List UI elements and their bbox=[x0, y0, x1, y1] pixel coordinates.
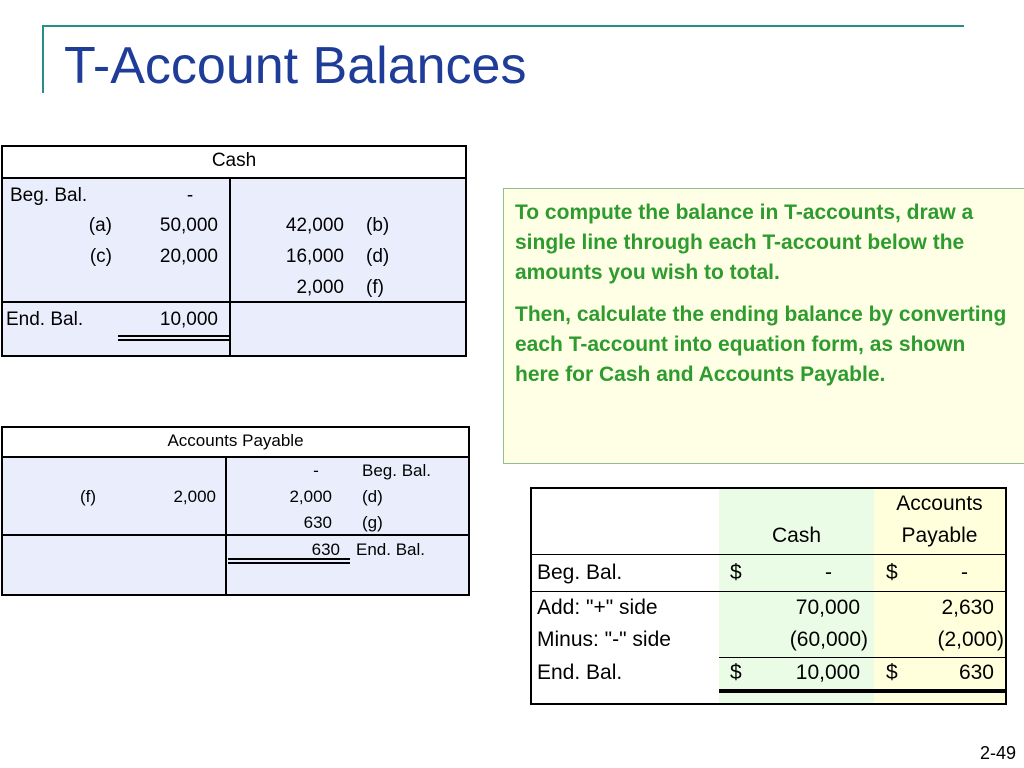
cash-row-1-left-label: (a) bbox=[88, 215, 112, 236]
ap-t-divider bbox=[225, 458, 227, 596]
equation-row-1-cash: 70,000 bbox=[795, 596, 860, 619]
equation-total-double-underline bbox=[719, 689, 1005, 693]
ap-row-1-right-label: (d) bbox=[362, 487, 383, 506]
cash-row-2-left-value: 20,000 bbox=[159, 246, 218, 267]
ap-t-account bbox=[0, 426, 472, 598]
ap-end-label: End. Bal. bbox=[356, 540, 425, 559]
ap-row-0-right-value: - bbox=[313, 461, 319, 480]
equation-header-ap-line1: Accounts bbox=[896, 492, 983, 515]
title-rule-horizontal bbox=[42, 25, 964, 27]
equation-header-ap-line2: Payable bbox=[901, 524, 978, 547]
ap-end-double-underline bbox=[228, 558, 350, 564]
ap-row-2-right-value: 630 bbox=[303, 513, 332, 532]
ap-t-total-line bbox=[1, 534, 470, 536]
cash-row-0-left-label: Beg. Bal. bbox=[10, 185, 88, 206]
equation-row-3-ap-symbol: $ bbox=[886, 661, 898, 684]
cash-row-1-right-label: (b) bbox=[366, 215, 390, 236]
equation-row-2-ap: (2,000) bbox=[937, 628, 1004, 651]
equation-row-3-cash-symbol: $ bbox=[730, 661, 742, 684]
equation-header-rule bbox=[532, 554, 1005, 555]
ap-row-1-right-value: 2,000 bbox=[289, 487, 332, 506]
cash-t-header: Cash bbox=[211, 150, 257, 171]
equation-header-cash: Cash bbox=[771, 524, 822, 547]
equation-table bbox=[530, 487, 1007, 705]
equation-row-3-cash: 10,000 bbox=[795, 661, 860, 684]
equation-row-3-ap: 630 bbox=[958, 661, 994, 684]
cash-end-value: 10,000 bbox=[159, 309, 218, 330]
cash-t-bottom-line bbox=[1, 355, 467, 357]
note-paragraph-2: Then, calculate the ending balance by converting each T-account into equation form, as shown here for Cash and Accounts Payable. bbox=[515, 303, 1007, 386]
explanation-note bbox=[503, 188, 1024, 464]
cash-row-1-left-value: 50,000 bbox=[159, 215, 218, 236]
note-paragraph-1: To compute the balance in T-accounts, draw a single line through each T-account below the amounts you wish to total. bbox=[515, 201, 974, 284]
equation-row-0-cash: - bbox=[825, 561, 832, 584]
cash-row-2-right-label: (d) bbox=[366, 246, 390, 267]
ap-row-1-left-label: (f) bbox=[80, 487, 97, 506]
equation-row-1-label: Add: "+" side bbox=[537, 596, 658, 619]
ap-end-value: 630 bbox=[311, 540, 340, 559]
equation-row-3-label: End. Bal. bbox=[537, 661, 623, 684]
cash-t-divider bbox=[229, 179, 231, 357]
equation-row-0-ap: - bbox=[961, 561, 968, 584]
cash-end-double-underline bbox=[118, 335, 229, 341]
cash-t-total-line bbox=[1, 301, 467, 303]
equation-row-2-label: Minus: "-" side bbox=[537, 628, 671, 651]
equation-row-0-cash-symbol: $ bbox=[730, 561, 742, 584]
page-number: 2-49 bbox=[979, 743, 1016, 763]
cash-row-3-right-value: 2,000 bbox=[296, 277, 344, 298]
equation-row-2-cash: (60,000) bbox=[789, 628, 868, 651]
ap-row-0-right-label: Beg. Bal. bbox=[362, 461, 431, 480]
cash-row-1-right-value: 42,000 bbox=[285, 215, 344, 236]
slide-title: T-Account Balances bbox=[64, 37, 527, 95]
cash-row-2-left-label: (c) bbox=[89, 246, 112, 267]
equation-row-0-label: Beg. Bal. bbox=[537, 561, 623, 584]
cash-t-account bbox=[0, 145, 470, 360]
equation-row-0-rule bbox=[532, 591, 1005, 592]
cash-row-2-right-value: 16,000 bbox=[285, 246, 344, 267]
ap-row-2-right-label: (g) bbox=[362, 513, 383, 532]
equation-subtotal-rule bbox=[719, 657, 1005, 658]
cash-end-label: End. Bal. bbox=[6, 309, 84, 330]
cash-row-3-right-label: (f) bbox=[366, 277, 384, 298]
ap-t-header: Accounts Payable bbox=[167, 431, 304, 450]
equation-row-1-ap: 2,630 bbox=[941, 596, 994, 619]
title-rule-vertical bbox=[42, 25, 44, 93]
ap-row-1-left-value: 2,000 bbox=[173, 487, 216, 506]
equation-row-0-ap-symbol: $ bbox=[886, 561, 898, 584]
cash-row-0-left-value: - bbox=[186, 185, 194, 206]
